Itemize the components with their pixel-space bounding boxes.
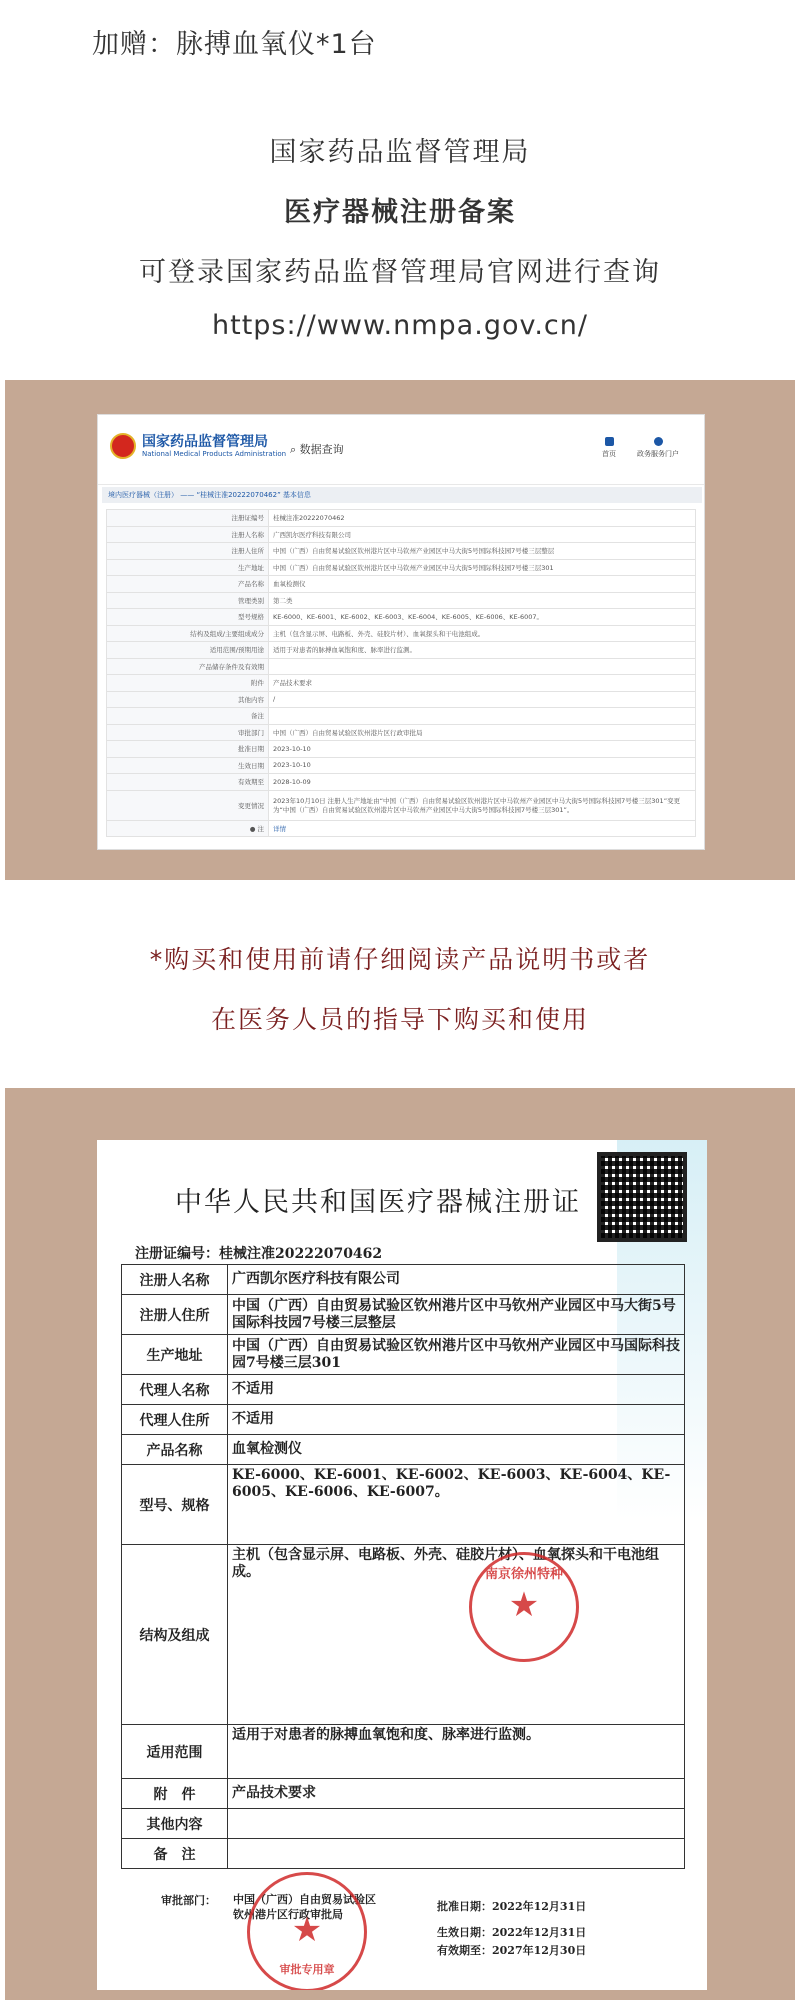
table-row — [107, 526, 696, 543]
table-row — [122, 1725, 685, 1779]
row-key: 其他内容 — [107, 691, 269, 708]
row-value — [269, 708, 696, 725]
row-value: 产品技术要求 — [269, 675, 696, 692]
table-row — [107, 691, 696, 708]
qr-code-icon — [597, 1152, 687, 1242]
star-icon: ★ — [291, 1910, 323, 1950]
table-row — [107, 642, 696, 659]
row-value: 中国（广西）自由贸易试验区钦州港片区中马钦州产业园区中马大街5号国际科技园7号楼三层整层 — [269, 543, 696, 560]
row-key: 生产地址 — [107, 559, 269, 576]
row-value: 2023-10-10 — [269, 757, 696, 774]
row-value: 2028-10-09 — [269, 774, 696, 791]
row-value: 主机（包含显示屏、电路板、外壳、硅胶片材）、血氧探头和干电池组成。 — [228, 1545, 685, 1725]
nmpa-logo-cn: 国家药品监督管理局 — [142, 434, 268, 450]
row-key: 批准日期 — [107, 741, 269, 758]
nmpa-info-table — [106, 509, 696, 837]
nav-portal-label: 政务服务门户 — [637, 450, 679, 458]
row-value: 广西凯尔医疗科技有限公司 — [228, 1265, 685, 1295]
table-row — [107, 741, 696, 758]
row-key: 代理人住所 — [122, 1405, 228, 1435]
approval-seal-text: 审批专用章 — [279, 1963, 335, 1976]
note-key: 注 — [257, 824, 264, 833]
user-icon — [654, 437, 663, 446]
approve-date: 批准日期：2022年12月31日 — [437, 1900, 587, 1913]
table-row — [107, 658, 696, 675]
nav-portal[interactable] — [628, 437, 688, 459]
row-value: 第二类 — [269, 592, 696, 609]
certificate-table — [121, 1264, 685, 1869]
row-key: 附件 — [107, 675, 269, 692]
row-value — [269, 658, 696, 675]
row-key: 代理人名称 — [122, 1375, 228, 1405]
nmpa-header — [98, 415, 704, 485]
row-key: 备注 — [107, 708, 269, 725]
registration-line-2: 医疗器械注册备案 — [284, 197, 516, 228]
home-icon — [605, 437, 614, 446]
row-key: 型号规格 — [107, 609, 269, 626]
nmpa-screenshot — [97, 414, 705, 850]
nav-home-label: 首页 — [602, 450, 616, 458]
row-value: 中国（广西）自由贸易试验区钦州港片区中马钦州产业园区中马大街5号国际科技园7号楼三层301 — [269, 559, 696, 576]
approver-value: 中国（广西）自由贸易试验区钦州港片区行政审批局 — [233, 1893, 376, 1922]
row-key: 型号、规格 — [122, 1465, 228, 1545]
row-value: / — [269, 691, 696, 708]
row-value — [228, 1809, 685, 1839]
registration-line-3: 可登录国家药品监督管理局官网进行查询 — [139, 257, 661, 288]
row-key: 审批部门 — [107, 724, 269, 741]
table-row — [107, 708, 696, 725]
row-value: 产品技术要求 — [228, 1779, 685, 1809]
row-value: 中国（广西）自由贸易试验区钦州港片区行政审批局 — [269, 724, 696, 741]
row-key: 生效日期 — [107, 757, 269, 774]
row-value: 血氧检测仪 — [228, 1435, 685, 1465]
warning-line-1: *购买和使用前请仔细阅读产品说明书或者 — [149, 945, 651, 974]
review-seal — [469, 1552, 579, 1662]
table-row — [107, 790, 696, 820]
table-row — [122, 1295, 685, 1335]
table-row — [122, 1465, 685, 1545]
national-emblem-icon — [110, 433, 136, 459]
table-row — [107, 820, 696, 837]
gift-text: 加赠：脉搏血氧仪*1台 — [92, 29, 377, 60]
row-key: 变更情况 — [107, 790, 269, 820]
row-key: 结构及组成 — [122, 1545, 228, 1725]
row-key: 注册证编号 — [107, 510, 269, 527]
row-key: 备 注 — [122, 1839, 228, 1869]
table-row — [122, 1809, 685, 1839]
star-icon: ★ — [508, 1585, 540, 1625]
table-row — [122, 1405, 685, 1435]
row-key: 适用范围 — [122, 1725, 228, 1779]
row-value: 中国（广西）自由贸易试验区钦州港片区中马钦州产业园区中马大街5号国际科技园7号楼三层整层 — [228, 1295, 685, 1335]
table-row — [122, 1335, 685, 1375]
table-row — [107, 757, 696, 774]
pin-icon: ● — [249, 824, 258, 833]
table-row — [107, 625, 696, 642]
row-key — [107, 820, 269, 837]
table-row — [107, 510, 696, 527]
table-row — [122, 1375, 685, 1405]
table-row — [107, 576, 696, 593]
table-row — [107, 675, 696, 692]
table-row — [122, 1435, 685, 1465]
row-value: 2023年10月10日 注册人生产地址由“中国（广西）自由贸易试验区钦州港片区中马钦州产业园区中马大街5号国际科技园7号楼三层301”变更为“中国（广西）自由贸易试验区钦州港片区中马钦州产业园区中马大街5号国际科技园7号楼三层301”。 — [269, 790, 696, 820]
approver-label: 审批部门： — [161, 1894, 216, 1907]
details-link[interactable] — [269, 820, 696, 837]
row-key: 管理类别 — [107, 592, 269, 609]
expiry-date: 有效期至：2027年12月30日 — [437, 1944, 587, 1957]
row-key: 其他内容 — [122, 1809, 228, 1839]
row-key: 注册人名称 — [122, 1265, 228, 1295]
row-value: 适用于对患者的脉搏血氧饱和度、脉率进行监测。 — [228, 1725, 685, 1779]
table-row — [122, 1839, 685, 1869]
row-key: 附 件 — [122, 1779, 228, 1809]
data-query-link[interactable] — [290, 441, 344, 457]
row-value: 2023-10-10 — [269, 741, 696, 758]
data-query-label: 数据查询 — [299, 443, 344, 456]
row-value: KE-6000、KE-6001、KE-6002、KE-6003、KE-6004、KE-6005、KE-6006、KE-6007。 — [269, 609, 696, 626]
certificate-reg-no: 注册证编号：桂械注准20222070462 — [135, 1246, 383, 1262]
registration-info — [0, 130, 800, 370]
row-value — [228, 1839, 685, 1869]
nmpa-logo-en: National Medical Products Administration — [142, 450, 287, 458]
nav-home[interactable] — [594, 437, 624, 459]
row-value: 适用于对患者的脉搏血氧饱和度、脉率进行监测。 — [269, 642, 696, 659]
table-row — [107, 559, 696, 576]
table-row — [107, 609, 696, 626]
row-value: KE-6000、KE-6001、KE-6002、KE-6003、KE-6004、KE-6005、KE-6006、KE-6007。 — [228, 1465, 685, 1545]
row-key: 注册人住所 — [122, 1295, 228, 1335]
approval-seal — [247, 1872, 367, 1990]
table-row — [122, 1545, 685, 1725]
row-key: 结构及组成/主要组成成分 — [107, 625, 269, 642]
warning-line-2: 在医务人员的指导下购买和使用 — [210, 1005, 589, 1034]
search-icon: ⌕ — [290, 443, 297, 456]
row-key: 产品储存条件及有效期 — [107, 658, 269, 675]
effective-date: 生效日期：2022年12月31日 — [437, 1926, 587, 1939]
row-key: 产品名称 — [122, 1435, 228, 1465]
row-key: 注册人住所 — [107, 543, 269, 560]
row-value: 不适用 — [228, 1405, 685, 1435]
table-row — [122, 1779, 685, 1809]
row-value: 主机（包含显示屏、电路板、外壳、硅胶片材）、血氧探头和干电池组成。 — [269, 625, 696, 642]
breadcrumb: 境内医疗器械（注册） —— “桂械注准20222070462” 基本信息 — [102, 487, 702, 503]
table-row — [107, 592, 696, 609]
table-row — [107, 543, 696, 560]
review-seal-text: 南京徐州特种 — [484, 1567, 563, 1582]
row-value: 广西凯尔医疗科技有限公司 — [269, 526, 696, 543]
table-row — [107, 724, 696, 741]
details-link-label: 详情 — [273, 824, 286, 833]
registration-line-1: 国家药品监督管理局 — [269, 137, 531, 168]
table-row — [107, 774, 696, 791]
row-value: 中国（广西）自由贸易试验区钦州港片区中马钦州产业园区中马国际科技园7号楼三层301 — [228, 1335, 685, 1375]
row-value: 桂械注准20222070462 — [269, 510, 696, 527]
row-key: 适用范围/预期用途 — [107, 642, 269, 659]
table-row — [122, 1265, 685, 1295]
row-key: 有效期至 — [107, 774, 269, 791]
row-key: 产品名称 — [107, 576, 269, 593]
registration-url[interactable]: https://www.nmpa.gov.cn/ — [212, 310, 588, 341]
row-value: 血氧检测仪 — [269, 576, 696, 593]
row-value: 不适用 — [228, 1375, 685, 1405]
certificate-title: 中华人民共和国医疗器械注册证 — [175, 1187, 581, 1218]
registration-certificate — [97, 1140, 707, 1990]
row-key: 生产地址 — [122, 1335, 228, 1375]
row-key: 注册人名称 — [107, 526, 269, 543]
